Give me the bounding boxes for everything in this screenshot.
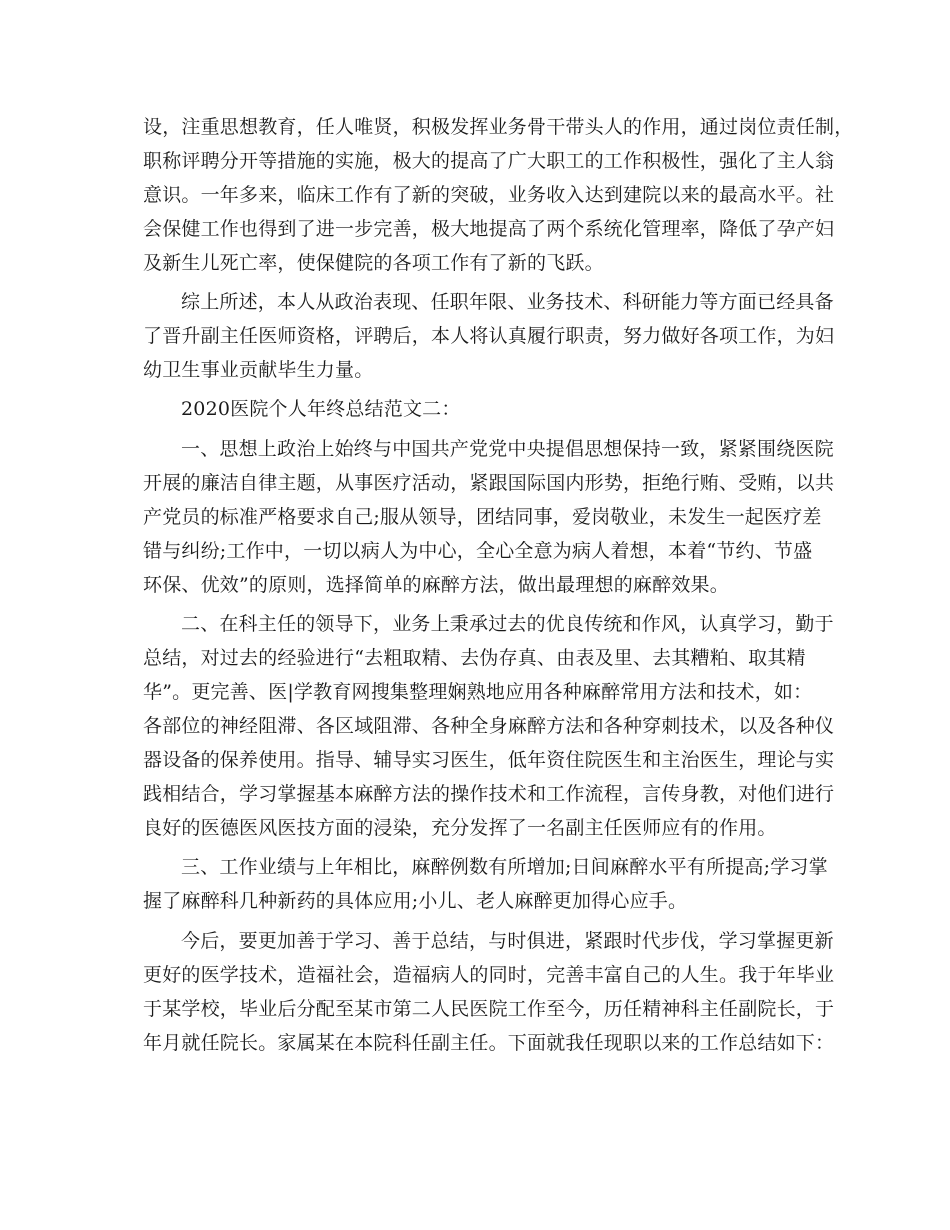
text-line: 及新生儿死亡率，使保健院的各项工作有了新的飞跃。 [143, 252, 604, 274]
text-line: 良好的医德医风医技方面的浸染，充分发挥了一名副主任医师应有的作用。 [143, 817, 777, 839]
text-line: 更好的医学技术，造福社会，造福病人的同时，完善丰富自己的人生。我于年毕业 [143, 964, 835, 986]
text-line: 一、思想上政治上始终与中国共产党党中央提倡思想保持一致，紧紧围绕医院 [181, 438, 834, 460]
text-line: 总结，对过去的经验进行“去粗取精、去伪存真、由表及里、去其糟粕、取其精 [143, 647, 806, 669]
text-line: 践相结合，学习掌握基本麻醉方法的操作技术和工作流程，言传身教，对他们进行 [143, 783, 835, 805]
text-line: 三、工作业绩与上年相比，麻醉例数有所增加;日间麻醉水平有所提高;学习掌 [181, 856, 828, 878]
text-line: 职称评聘分开等措施的实施，极大的提高了广大职工的工作积极性，强化了主人翁 [143, 150, 835, 172]
text-line: 综上所述，本人从政治表现、任职年限、业务技术、科研能力等方面已经具备 [181, 291, 834, 313]
text-line: 器设备的保养使用。指导、辅导实习医生，低年资住院医生和主治医生，理论与实 [143, 749, 835, 771]
text-line: 二、在科主任的领导下，业务上秉承过去的优良传统和作风，认真学习，勤于 [181, 613, 834, 635]
text-line: 产党员的标准严格要求自己;服从领导，团结同事，爱岗敬业，未发生一起医疗差 [143, 506, 822, 528]
text-line: 开展的廉洁自律主题，从事医疗活动，紧跟国际国内形势，拒绝行贿、受贿，以共 [143, 472, 835, 494]
text-line: 错与纠纷;工作中，一切以病人为中心，全心全意为病人着想，本着“节约、节盛 [143, 540, 813, 562]
text-line: 今后，要更加善于学习、善于总结，与时俱进，紧跟时代步伐，学习掌握更新 [181, 930, 834, 952]
text-line: 握了麻醉科几种新药的具体应用;小儿、老人麻醉更加得心应手。 [143, 890, 688, 912]
text-line: 年月就任院长。家属某在本院科任副主任。下面就我任现职以来的工作总结如下： [143, 1032, 835, 1054]
text-line: 华”。更完善、医|学教育网搜集整理娴熟地应用各种麻醉常用方法和技术，如： [143, 681, 813, 703]
text-line: 环保、优效”的原则，选择简单的麻醉方法，做出最理想的麻醉效果。 [143, 574, 729, 596]
text-line: 了晋升副主任医师资格，评聘后，本人将认真履行职责，努力做好各项工作，为妇 [143, 325, 835, 347]
text-line: 会保健工作也得到了进一步完善，极大地提高了两个系统化管理率，降低了孕产妇 [143, 218, 835, 240]
section-heading: 2020医院个人年终总结范文二： [181, 398, 461, 420]
text-line: 幼卫生事业贡献毕生力量。 [143, 359, 374, 381]
text-line: 意识。一年多来，临床工作有了新的突破，业务收入达到建院以来的最高水平。社 [143, 184, 835, 206]
text-line: 设，注重思想教育，任人唯贤，积极发挥业务骨干带头人的作用，通过岗位责任制， [143, 116, 854, 138]
text-line: 各部位的神经阻滞、各区域阻滞、各种全身麻醉方法和各种穿刺技术，以及各种仪 [143, 715, 835, 737]
text-line: 于某学校，毕业后分配至某市第二人民医院工作至今，历任精神科主任副院长，于 [143, 998, 835, 1020]
